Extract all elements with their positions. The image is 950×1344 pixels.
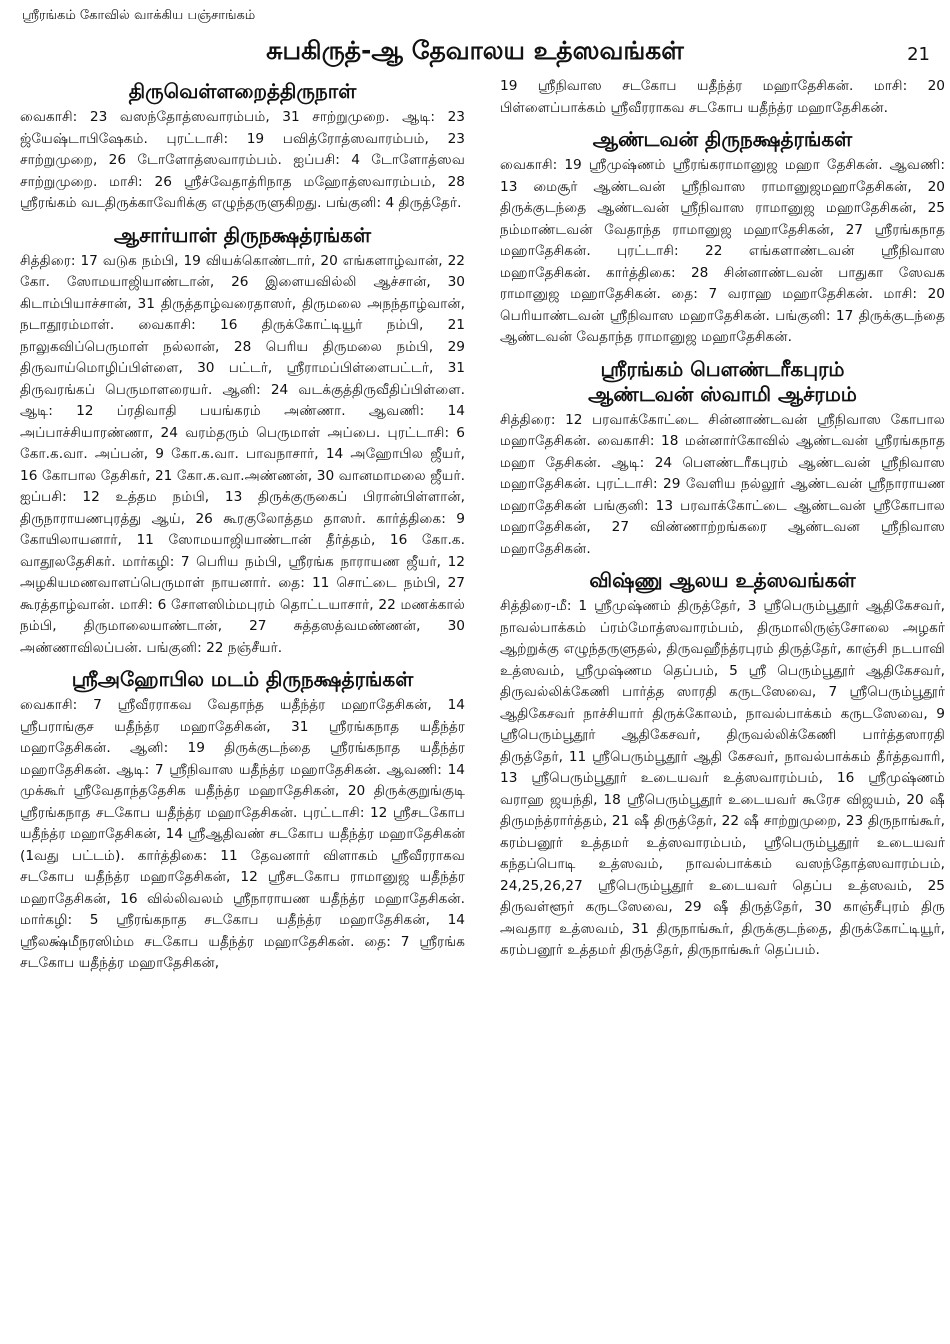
section-body-acharyal: சித்திரை: 17 வடுக நம்பி, 19 வியக்கொண்டார், 20 எங்களாழ்வான், 22 கோ. ஸோமயாஜியாண்டான், 26 இளையவில்லி ஆச்சான், 30 கிடாம்பியாச்சான், 31 திருத்தாழ்வரைதாஸர், திருமலை அநந்தாழ்வான், நடாதூரம்மாள். வைகாசி: 16 திருக்கோட்டியூர் நம்பி, 21 நாலுகவிப்பெருமாள் நல்லான், 28 பெரிய திருமலை நம்பி, 29 திருவாய்மொழிப்பிள்ளை, 30 பட்டர், ஸ்ரீராமப்பிள்ளைபட்டர், 31 திருவரங்கப் பெருமாளரையர். ஆனி: 24 வடக்குத்திருவீதிப்பிள்ளை. ஆடி: 12 ப்ரதிவாதி பயங்கரம் அண்ணா. ஆவணி: 14 அப்பாச்சியாரண்ணா, 24 வரம்தரும் பெருமாள் அப்பை. புரட்டாசி: 6 கோ.க.வா. அப்பன், 9 கோ.க.வா. பாவநாசார், 14 அஹோபில ஜீயர், 16 கோபால தேசிகர், 21 கோ.க.வா.அண்ணன், 30 வானமாமலை ஜீயர். ஐப்பசி: 12 உத்தம நம்பி, 13 திருக்குருகைப் பிரான்பிள்ளான், திருநாராயணபுரத்து ஆய், 26 கூரகுலோத்தம தாஸர். கார்த்திகை: 9 கோயிலாயனார், 11 ஸோமயாஜியாண்டான் தீர்த்தம், 16 கோ.க. வாதூலதேசிகர். மார்கழி: 7 பெரிய நம்பி, ஸ்ரீரங்க நாராயண ஜீயர், 12 அழகியமணவாளப்பெருமாள் நாயனார். தை: 11 சொட்டை நம்பி, 27 கூரத்தாழ்வான். மாசி: 6 சோளஸிம்மபுரம் தொட்டயாசார், 22 மணக்கால் நம்பி, திருமாலையாண்டான், 27 சுத்தஸத்வமண்ணன், 30 அண்ணாவிலப்பன். பங்குனி: 22 நஞ்சீயர். [20,252,465,656]
page-number: 21 [907,44,930,65]
section-title-thiruvellarai: திருவெள்ளறைத்திருநாள் [128,79,357,103]
section-body-poundarikapuram: சித்திரை: 12 பரவாக்கோட்டை சின்னாண்டவன் ஸ்ரீநிவாஸ கோபால மஹாதேசிகன். வைகாசி: 18 மன்னார்கோவில் ஆண்டவன் ஸ்ரீரங்கநாத மஹா தேசிகன். ஆடி: 24 பௌண்டரீகபுரம் ஆண்டவன் ஸ்ரீநிவாஸ மஹாதேசிகன். புரட்டாசி: 29 வேளிய நல்லூர் ஆண்டவன் ஸ்ரீநாராயண மஹாதேசிகன் பங்குனி: 13 பரவாக்கோட்டை ஆண்டவன் ஸ்ரீகோபால மஹாதேசிகன், 27 விண்ணாற்றங்கரை ஆண்டவன ஸ்ரீநிவாஸ மஹாதேசிகன். [500,411,945,557]
section-title-poundarikapuram [500,357,945,407]
continued-body: 19 ஸ்ரீநிவாஸ சடகோப யதீந்த்ர மஹாதேசிகன். மாசி: 20 பிள்ளைப்பாக்கம் ஸ்ரீவீரராகவ சடகோப யதீந்த்ர மஹாதேசிகன். [500,78,945,116]
section-body-thiruvellarai: வைகாசி: 23 வஸந்தோத்ஸவாரம்பம், 31 சாற்றுமுறை. ஆடி: 23 ஜ்யேஷ்டாபிஷேகம். புரட்டாசி: 19 பவித்ரோத்ஸவாரம்பம், 23 சாற்றுமுறை, 26 டோளோத்ஸவாரம்பம். ஐப்பசி: 4 டோளோத்ஸவ சாற்றுமுறை. மாசி: 26 ஸ்ரீச்வேதாத்ரிநாத மஹோத்ஸவாரம்பம், 28 ஸ்ரீரங்கம் வடதிருக்காவேரிக்கு எழுந்தருளுகிறது. பங்குனி: 4 திருத்தேர். [20,109,465,211]
section-title-acharyal: ஆசார்யாள் திருநக்ஷத்ரங்கள் [113,222,372,247]
running-title: ஸ்ரீரங்கம் கோவில் வாக்கிய பஞ்சாங்கம் [22,8,256,23]
section-title-poundarikapuram-line2: ஆண்டவன் ஸ்வாமி ஆச்ரமம் [588,381,857,406]
section-title-ahobila-matam: ஸ்ரீஅஹோபில மடம் திருநக்ஷத்ரங்கள் [71,667,414,691]
section-title-andavan: ஆண்டவன் திருநக்ஷத்ரங்கள் [592,127,853,151]
section-body-ahobila-matam: வைகாசி: 7 ஸ்ரீவீரராகவ வேதாந்த யதீந்த்ர மஹாதேசிகன், 14 ஸ்ரீபராங்குச யதீந்த்ர மஹாதேசிகன், 31 ஸ்ரீரங்கநாத யதீந்த்ர மஹாதேசிகன். ஆனி: 19 திருக்குடந்தை ஸ்ரீரங்கநாத யதீந்த்ர மஹாதேசிகன். ஆடி: 7 ஸ்ரீநிவாஸ யதீந்த்ர மஹாதேசிகன். ஆவணி: 14 முக்கூர் ஸ்ரீவேதாந்ததேசிக யதீந்த்ர மஹாதேசிகன், 20 திருக்குறுங்குடி ஸ்ரீரங்கநாத சடகோப யதீந்த்ர மஹாதேசிகன். புரட்டாசி: 12 ஸ்ரீசடகோப யதீந்த்ர மஹாதேசிகன், 14 ஸ்ரீஆதிவண் சடகோப யதீந்த்ர மஹாதேசிகன் (1வது பட்டம்). கார்த்திகை: 11 தேவனார் விளாகம் ஸ்ரீவீரராகவ சடகோப யதீந்த்ர மஹாதேசிகன், 12 ஸ்ரீசடகோப ராமானுஜ யதீந்த்ர மஹாதேசிகன், 16 வில்லிவலம் ஸ்ரீநாராயண யதீந்த்ர மஹாதேசிகன். மார்கழி: 5 ஸ்ரீரங்கநாத சடகோப யதீந்த்ர மஹாதேசிகன், 14 ஸ்ரீலக்ஷ்மீநரஸிம்ம சடகோப யதீந்த்ர மஹாதேசிகன். தை: 7 ஸ்ரீரங்க சடகோப யதீந்த்ர மஹாதேசிகன், [20,697,465,971]
section-body-vishnu-alaya: சித்திரை-மீ: 1 ஸ்ரீமுஷ்ணம் திருத்தேர், 3 ஸ்ரீபெரும்பூதூர் ஆதிகேசவர், நாவல்பாக்கம் ப்ரம்மோத்ஸவாரம்பம், திருமாலிருஞ்சோலை அழகர் ஆற்றுக்கு எழுந்தருளுதல், திருவஹீந்த்ரபுரம் திருத்தேர், காஞ்சி நடபாவி உத்ஸவம், ஸ்ரீமுஷ்ணம தெப்பம், 5 ஸ்ரீ பெரும்பூதூர் ஆதிகேசவர், திருவல்லிக்கேணி பார்த்த ஸாரதி கருடஸேவை, 7 ஸ்ரீபெரும்பூதூர் ஆதிகேசவர் நாச்சியார் திருக்கோலம், நாவல்பாக்கம் கருடஸேவை, 9 ஸ்ரீபெரும்பூதூர் ஆதிகேசவர், திருவல்லிக்கேணி பார்த்தஸாரதி திருத்தேர், 11 ஸ்ரீபெரும்பூதூர் ஆதி கேசவர், நாவல்பாக்கம் தீர்த்தவாரி, 13 ஸ்ரீபெரும்பூதூர் உடையவர் உத்ஸவாரம்பம், 16 ஸ்ரீமுஷ்ணம் வராஹ ஜயந்தி, 18 ஸ்ரீபெரும்பூதூர் உடையவர் கூரேச விஜயம், 20 ஷீ திருமந்த்ரார்த்தம், 21 ஷீ திருத்தேர், 22 ஷீ சாற்றுமுறை, 23 திருநாங்கூர், கரம்பனூர் உத்தமர் உத்ஸவாரம்பம், ஸ்ரீபெரும்பூதூர் உடையவர் கந்தப்பொடி உத்ஸவம், நாவல்பாக்கம் வஸந்தோத்ஸவாரம்பம், 24,25,26,27 ஸ்ரீபெரும்பூதூர் உடையவர் தெப்ப உத்ஸவம், 25 திருவள்ளூர் கருடஸேவை, 29 ஷீ திருத்தேர், 30 காஞ்சீபுரம் திரு அவதார உத்ஸவம், 31 திருநாங்கூர், திருக்குடந்தை, திருக்கோட்டியூர், கரம்பனூர் உத்தமர் திருத்தேர், திருநாங்கூர் தெப்பம். [500,598,945,958]
section-body-andavan: வைகாசி: 19 ஸ்ரீமுஷ்ணம் ஸ்ரீரங்கராமானுஜ மஹா தேசிகன். ஆவணி: 13 மைசூர் ஆண்டவன் ஸ்ரீநிவாஸ ராமானுஜமஹாதேசிகன், 20 திருக்குடந்தை ஆண்டவன் ஸ்ரீநிவாஸ ராமானுஜ மஹாதேசிகன், 25 நம்மாண்டவன் வேதாந்த ராமானுஜ மஹாதேசிகன், 27 ஸ்ரீரங்கநாத மஹாதேசிகன். புரட்டாசி: 22 எங்களாண்டவன் ஸ்ரீநிவாஸ மஹாதேசிகன். கார்த்திகை: 28 சின்னாண்டவன் பாதுகா ஸேவக ராமானுஜ மஹாதேசிகன். தை: 7 வராஹ மஹாதேசிகன். மாசி: 20 பெரியாண்டவன் ஸ்ரீநிவாஸ மஹாதேசிகன். பங்குனி: 17 திருக்குடந்தை ஆண்டவன் வேதாந்த ராமானுஜ மஹாதேசிகன். [500,157,945,345]
main-title: சுபகிருத்-ஆ தேவாலய உத்ஸவங்கள் [266,36,684,65]
section-title-vishnu-alaya: விஷ்ணு ஆலய உத்ஸவங்கள் [589,568,856,592]
right-column [500,76,945,970]
left-column [20,76,465,983]
section-title-poundarikapuram-line1: ஸ்ரீரங்கம் பௌண்டரீகபுரம் [600,356,845,381]
